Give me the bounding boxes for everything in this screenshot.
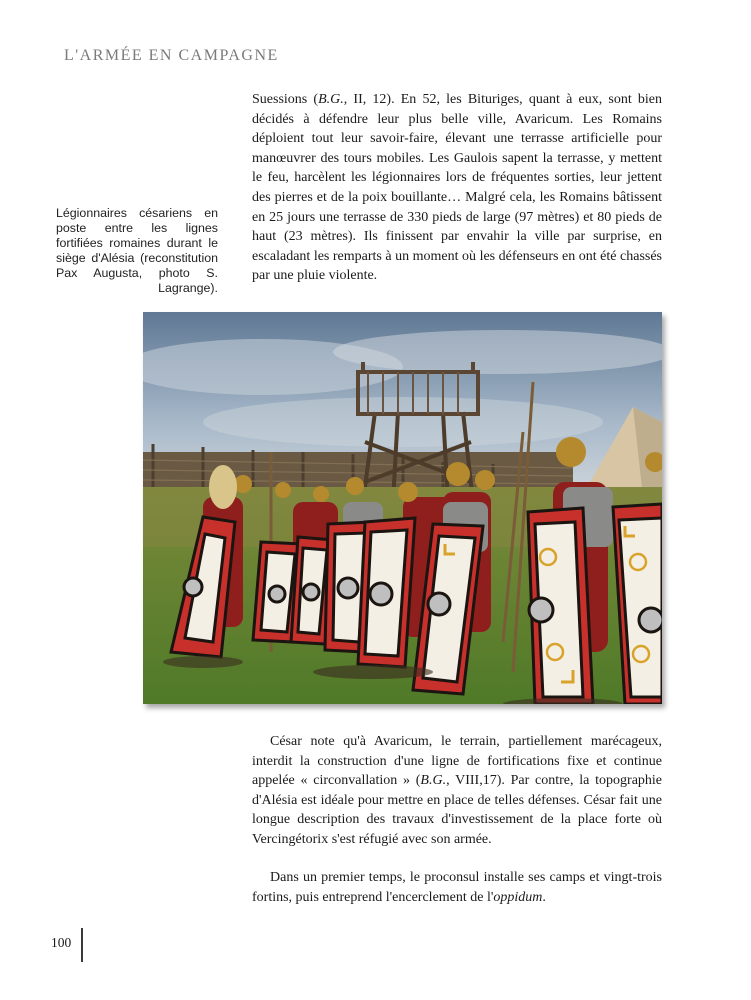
bg-reference: B.G. bbox=[318, 92, 344, 107]
bg-reference: B.G. bbox=[420, 773, 447, 789]
folio-rule bbox=[81, 928, 83, 962]
page-number: 100 bbox=[51, 935, 72, 950]
text-span: César note qu'à Avaricum, le terrain, partiellement marécageux, interdit la construction d'une ligne de fortifications fixe et continue appelée « circonvallation » ( bbox=[252, 734, 662, 789]
text-span: Suessions ( bbox=[252, 92, 319, 107]
text-span: , II, 12). En 52, les Bituriges, quant à eux, sont bien décidés à défendre leur plus belle ville, Avaricum. Les Romains déploient tout leur savoir-faire, élevant une terrasse artificielle pour manœuvrer des tours mobiles. Les Gaulois sapent la terrasse, y mettent le feu, harcèlent les légionnaires lors de fréquentes sorties, leur jettent des pierres et de la poix bouillante… Malgré cela, les Romains bâtissent en 25 jours une terrasse de 330 pieds de large (97 mètres) et 80 pieds de haut (23 mètres). Ils finissent par envahir la ville par surprise, en escaladant les remparts à un moment où les défenseurs en ont été chassés par une pluie violente. bbox=[252, 92, 662, 284]
body-paragraph-2 bbox=[252, 732, 662, 850]
body-paragraph-3 bbox=[252, 868, 662, 907]
photo-caption: Légionnaires césariens en poste entre les lignes fortifiées romaines durant le siège d'Alésia (reconstitution Pax Augusta, photo S. Lagrange). bbox=[56, 206, 218, 295]
oppidum-term: oppidum bbox=[493, 889, 543, 905]
running-head: L'ARMÉE EN CAMPAGNE bbox=[64, 47, 279, 64]
text-span: , VIII,17). Par contre, la topographie d'Alésia est idéale pour mettre en place de telles défenses. César fait une longue description des travaux d'investissement de la place forte où Vercingétorix s'est réfugié avec son armée. bbox=[252, 773, 663, 847]
legionaries-photo bbox=[143, 312, 662, 704]
body-paragraph-1 bbox=[252, 90, 662, 286]
text-span: . bbox=[542, 889, 546, 905]
text-span: Dans un premier temps, le proconsul installe ses camps et vingt-trois fortins, puis entreprend l'encerclement de l' bbox=[252, 870, 662, 905]
